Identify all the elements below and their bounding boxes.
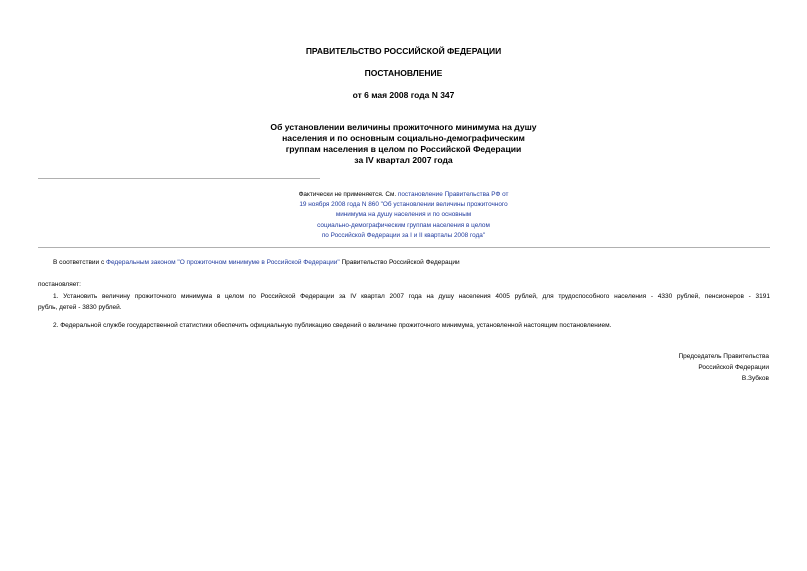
divider-bottom: [38, 247, 770, 248]
government-heading: ПРАВИТЕЛЬСТВО РОССИЙСКОЙ ФЕДЕРАЦИИ: [305, 46, 502, 56]
document-title: [150, 122, 657, 166]
title-line: группам населения в целом по Российской Федерации: [285, 144, 522, 154]
signatory-name: В.Зубков: [741, 375, 769, 383]
document-type: ПОСТАНОВЛЕНИЕ: [364, 68, 443, 78]
preamble: [53, 257, 773, 268]
item-1-line: рубль, детей - 3830 рублей.: [38, 304, 122, 311]
status-note-link[interactable]: 19 ноября 2008 года N 860 "Об установлении величины прожиточного: [299, 201, 508, 209]
status-note: [230, 190, 577, 241]
status-note-prefix: Фактически не применяется. См.: [298, 191, 398, 198]
item-1-line: 1. Установить величину прожиточного минимума в целом по Российской Федерации за IV квартал 2007 года на душу населения 4005 рублей, для трудоспособного населения - 4330 рублей, пенсионеров - 3191: [53, 293, 770, 300]
status-note-link[interactable]: социально-демографическим группам населения в целом: [317, 221, 490, 229]
item-1: [38, 291, 770, 313]
status-note-link[interactable]: минимума на душу населения и по основным: [335, 211, 472, 219]
title-line: за IV квартал 2007 года: [354, 155, 453, 165]
divider-top: [38, 178, 320, 179]
status-note-link[interactable]: по Российской Федерации за I и II кварталы 2008 года": [321, 231, 486, 239]
preamble-text: В соответствии с: [53, 259, 107, 266]
title-line: населения и по основным социально-демографическим: [282, 133, 525, 143]
signature-block: [470, 351, 769, 385]
item-2: 2. Федеральной службе государственной статистики обеспечить официальную публикацию сведений о величине прожиточного минимума, установленной настоящим постановлением.: [53, 322, 612, 329]
preamble-text: Правительство Российской Федерации: [339, 259, 460, 266]
signature-title: Председатель Правительства: [678, 353, 769, 360]
federal-law-link[interactable]: Федеральным законом "О прожиточном минимуме в Российской Федерации": [106, 259, 340, 266]
status-note-link[interactable]: постановление Правительства РФ от: [397, 191, 509, 198]
title-line: Об установлении величины прожиточного минимума на душу: [270, 122, 537, 132]
document-date-number: от 6 мая 2008 года N 347: [352, 90, 455, 100]
signature-title: Российской Федерации: [698, 364, 769, 372]
decree-word: постановляет:: [38, 281, 81, 288]
